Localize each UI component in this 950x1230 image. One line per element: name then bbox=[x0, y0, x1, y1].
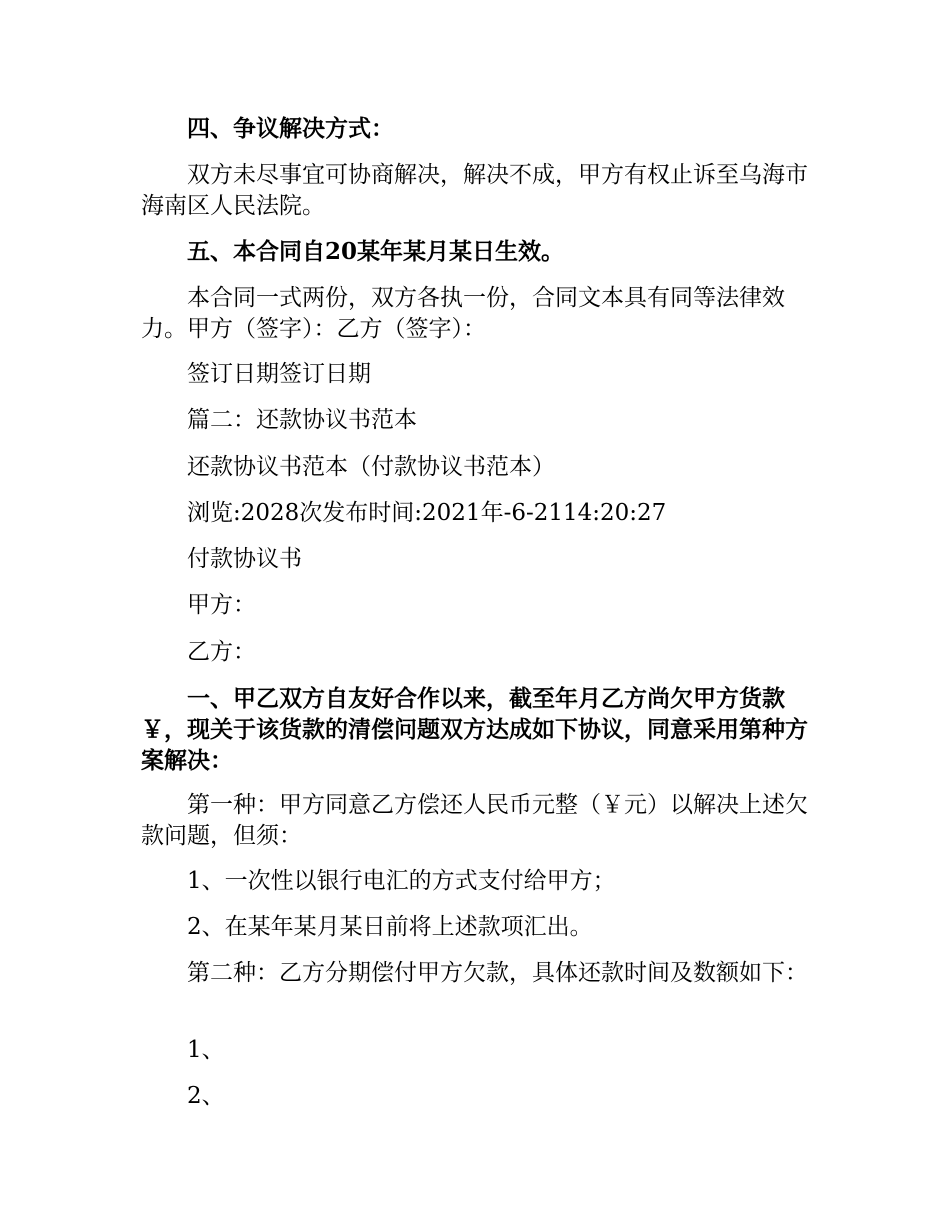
section-heading-effective: 五、本合同自20某年某月某日生效。 bbox=[187, 238, 565, 265]
paragraph-copies: 本合同一式两份，双方各执一份，合同文本具有同等法律效力。甲方（签字）：乙方（签字）： bbox=[141, 285, 785, 342]
list-item-2: 2、在某年某月某日前将上述款项汇出。 bbox=[187, 914, 593, 940]
paragraph-dispute-body: 双方未尽事宜可协商解决，解决不成，甲方有权止诉至乌海市海南区人民法院。 bbox=[141, 162, 808, 219]
paragraph-option-two: 第二种：乙方分期偿付甲方欠款，具体还款时间及数额如下： bbox=[187, 960, 808, 986]
paragraph-browse-info: 浏览:2028次发布时间:2021年-6-2114:20:27 bbox=[187, 500, 667, 526]
section-heading-dispute: 四、争议解决方式： bbox=[187, 115, 394, 142]
paragraph-party-b: 乙方： bbox=[187, 639, 256, 665]
paragraph-party-a: 甲方： bbox=[187, 592, 256, 618]
paragraph-part-two: 篇二：还款协议书范本 bbox=[187, 407, 417, 433]
list-item-blank-1: 1、 bbox=[187, 1037, 225, 1063]
list-item-1: 1、一次性以银行电汇的方式支付给甲方； bbox=[187, 868, 616, 894]
list-item-blank-2: 2、 bbox=[187, 1083, 225, 1109]
section-heading-clause-one: 一、甲乙双方自友好合作以来，截至年月乙方尚欠甲方货款￥，现关于该货款的清偿问题双方达成如下协议，同意采用第种方案解决： bbox=[141, 685, 808, 774]
paragraph-doc-title: 还款协议书范本（付款协议书范本） bbox=[187, 454, 555, 480]
paragraph-sign-date: 签订日期签订日期 bbox=[187, 361, 371, 387]
paragraph-agreement-title: 付款协议书 bbox=[187, 546, 302, 572]
paragraph-option-one: 第一种：甲方同意乙方偿还人民币元整（￥元）以解决上述欠款问题，但须： bbox=[141, 792, 808, 849]
